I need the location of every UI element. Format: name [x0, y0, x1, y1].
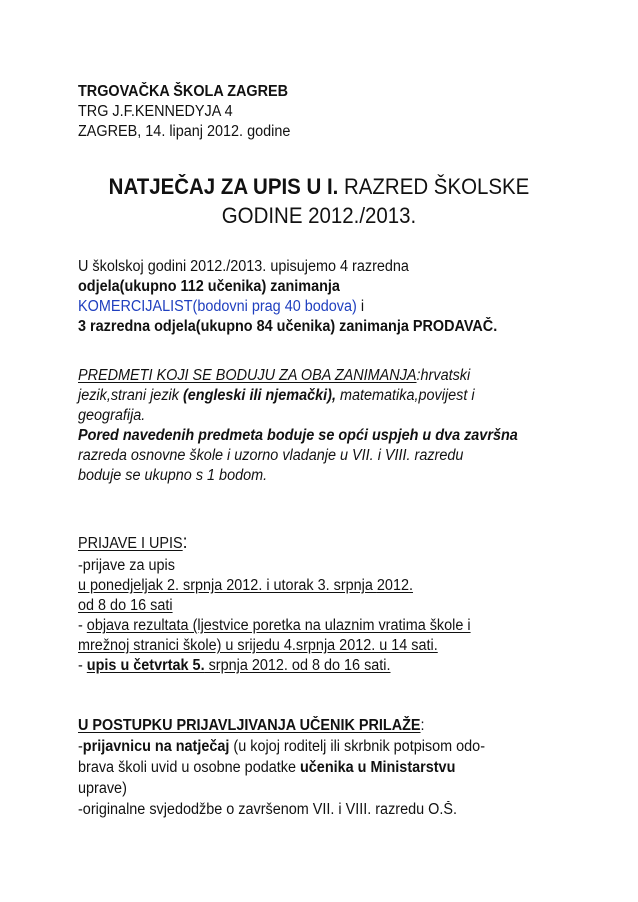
- subjects-line-2-a: jezik,strani jezik: [78, 387, 183, 404]
- title-rest: RAZRED ŠKOLSKE: [338, 174, 530, 199]
- enrollment-day: upis u četvrtak 5.: [86, 657, 205, 674]
- subjects-line-6: boduje se ukupno s 1 bodom.: [78, 467, 268, 484]
- intro-line-3: [78, 297, 364, 317]
- intro-line-2: odjela(ukupno 112 učenika) zanimanja: [78, 278, 340, 295]
- procedure-line-2: [78, 758, 455, 778]
- subjects-after-heading: :hrvatski: [416, 367, 471, 384]
- applications-line-4: [78, 616, 471, 636]
- applications-line-4-dash: -: [78, 617, 87, 634]
- document-title-line2: GODINE 2012./2013.: [221, 203, 417, 228]
- document-title-line1: [22, 173, 615, 201]
- applications-heading-line: [78, 533, 188, 554]
- subjects-languages: (engleski ili njemački),: [182, 387, 336, 404]
- procedure-line-2-a: brava školi uvid u osobne podatke: [78, 759, 300, 776]
- applications-heading: PRIJAVE I UPIS: [78, 535, 183, 552]
- procedure-line-1-rest: (u kojoj roditelj ili skrbnik potpisom odo-: [229, 738, 486, 755]
- procedure-line-1: [78, 737, 485, 757]
- applications-line-5: mrežnoj stranici škole) u srijedu 4.srpnja 2012. u 14 sati.: [78, 637, 438, 654]
- procedure-heading-line: [78, 716, 425, 736]
- school-name: TRGOVAČKA ŠKOLA ZAGREB: [78, 83, 289, 100]
- intro-line-4: 3 razredna odjela(ukupno 84 učenika) zanimanja PRODAVAČ.: [78, 318, 498, 335]
- enrollment-time: srpnja 2012. od 8 do 16 sati.: [204, 657, 391, 674]
- applications-dates: u ponedjeljak 2. srpnja 2012. i utorak 3. srpnja: [78, 577, 377, 594]
- intro-line-3-rest: i: [356, 298, 365, 315]
- subjects-line-3: geografija.: [78, 407, 146, 424]
- procedure-heading-colon: :: [420, 717, 425, 734]
- school-address: TRG J.F.KENNEDYJA 4: [78, 103, 233, 120]
- applications-line-6: [78, 656, 391, 676]
- applications-heading-colon: :: [182, 532, 188, 553]
- subjects-line-2: [78, 386, 475, 406]
- applications-line-1: -prijave za upis: [78, 557, 175, 574]
- procedure-ministry: učenika u Ministarstvu: [299, 759, 456, 776]
- subjects-line-5: razreda osnovne škole i uzorno vladanje u VII. i VIII. razredu: [78, 447, 464, 464]
- applications-line-3: od 8 do 16 sati: [78, 597, 173, 614]
- komercijalist-text: KOMERCIJALIST(bodovni prag 40 bodova): [78, 298, 357, 315]
- procedure-line-4: -originalne svjedodžbe o završenom VII. i VIII. razredu O.Š.: [78, 801, 457, 818]
- procedure-line-1-dash: -: [78, 738, 83, 755]
- applications-year: 2012.: [376, 577, 413, 594]
- subjects-line-1: [78, 366, 470, 386]
- intro-line-1: U školskoj godini 2012./2013. upisujemo 4 razredna: [78, 258, 409, 275]
- results-announcement: objava rezultata (ljestvice poretka na ulaznim vratima škole i: [86, 617, 471, 634]
- procedure-heading: U POSTUPKU PRIJAVLJIVANJA UČENIK PRILAŽE: [78, 717, 421, 734]
- application-form: prijavnicu na natječaj: [82, 738, 230, 755]
- place-date: ZAGREB, 14. lipanj 2012. godine: [78, 123, 291, 140]
- applications-line-2: [78, 576, 413, 596]
- subjects-line-4: Pored navedenih predmeta boduje se opći uspjeh u dva završna: [78, 427, 518, 444]
- procedure-line-3: uprave): [78, 780, 127, 797]
- applications-line-6-dash: -: [78, 657, 87, 674]
- subjects-heading: PREDMETI KOJI SE BODUJU ZA OBA ZANIMANJA: [78, 367, 417, 384]
- title-bold-part: NATJEČAJ ZA UPIS U I.: [108, 174, 339, 199]
- subjects-line-2-c: matematika,povijest i: [335, 387, 475, 404]
